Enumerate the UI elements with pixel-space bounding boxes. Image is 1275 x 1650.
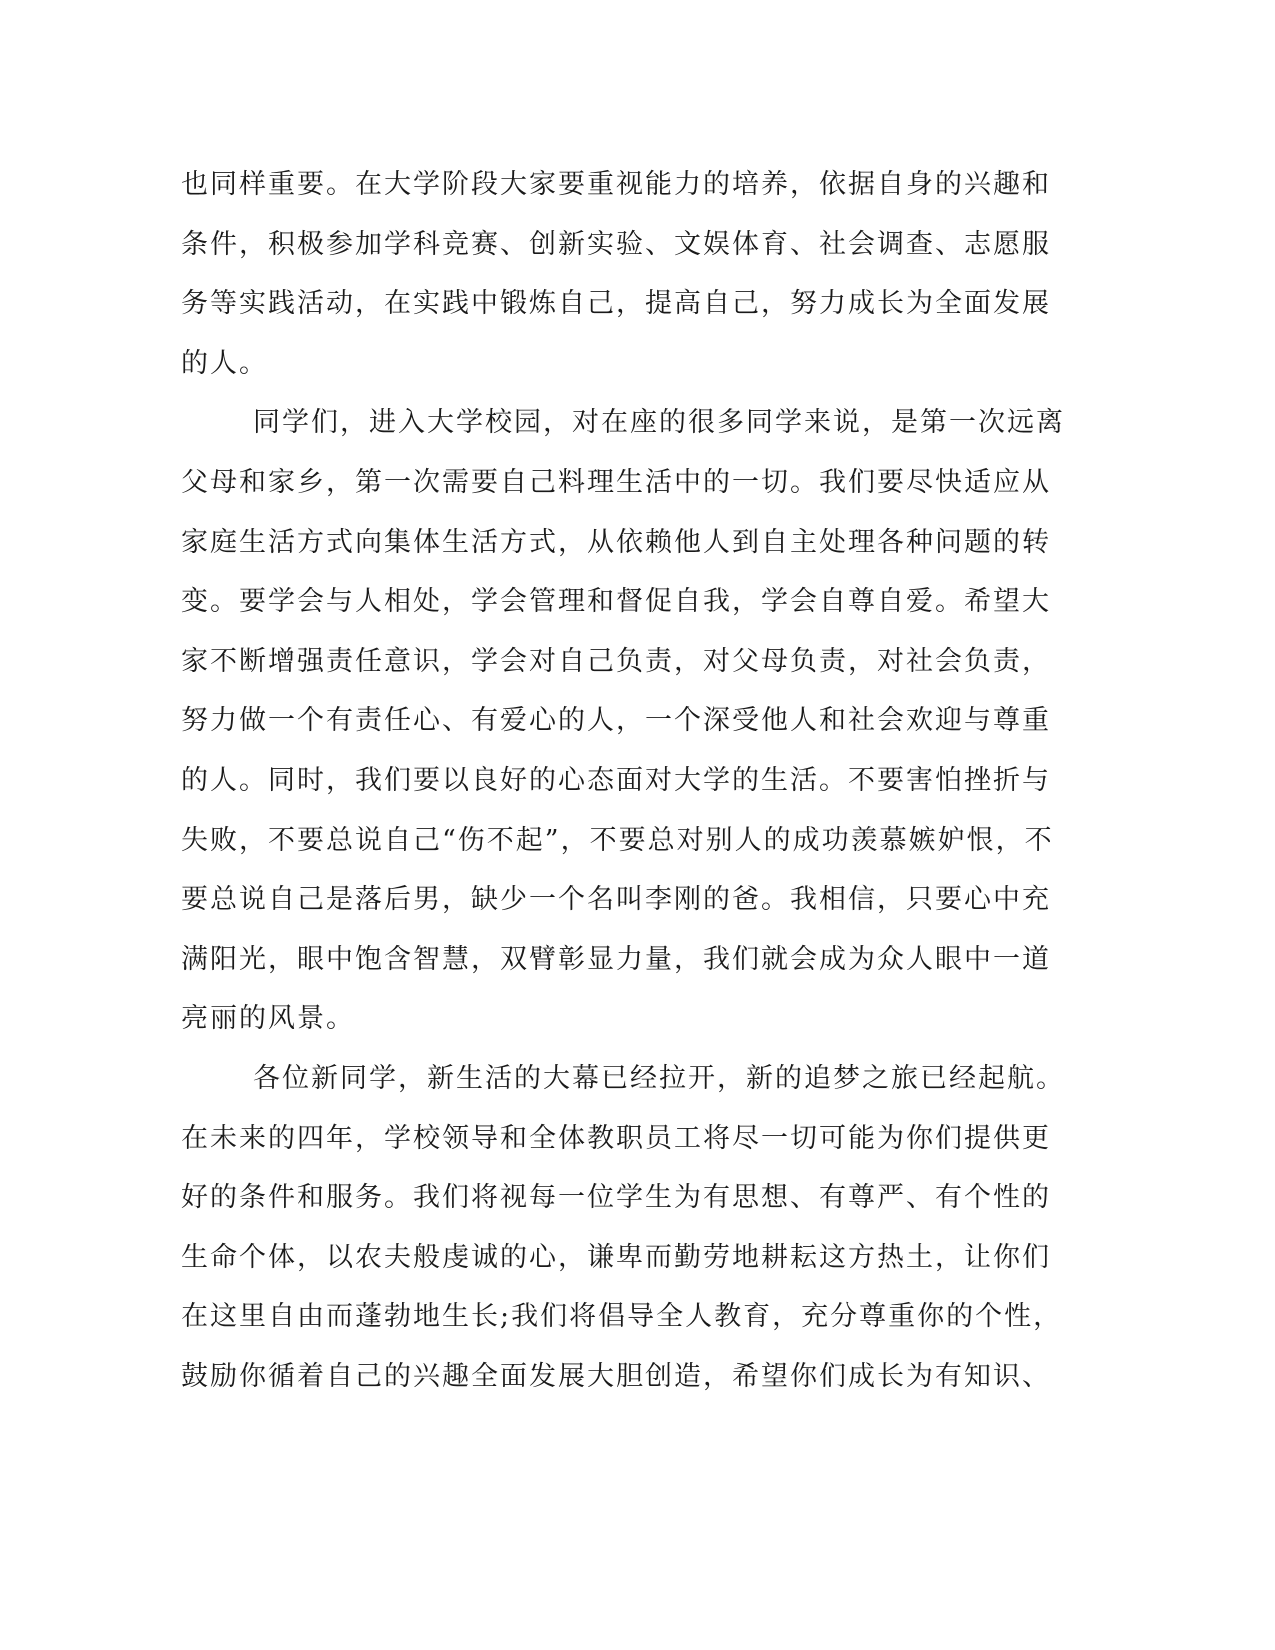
text-line: 务等实践活动，在实践中锻炼自己，提高自己，努力成长为全面发展 [181, 288, 1051, 320]
text-line: 努力做一个有责任心、有爱心的人，一个深受他人和社会欢迎与尊重 [181, 705, 1051, 737]
text-line: 在这里自由而蓬勃地生长;我们将倡导全人教育，充分尊重你的个性， [181, 1301, 1063, 1333]
text-line: 满阳光，眼中饱含智慧，双臂彰显力量，我们就会成为众人眼中一道 [181, 943, 1051, 975]
text-line: 变。要学会与人相处，学会管理和督促自我，学会自尊自爱。希望大 [181, 586, 1051, 618]
text-line: 鼓励你循着自己的兴趣全面发展大胆创造，希望你们成长为有知识、 [181, 1360, 1051, 1392]
text-line: 同学们，进入大学校园，对在座的很多同学来说，是第一次远离 [253, 407, 1065, 439]
text-line: 父母和家乡，第一次需要自己料理生活中的一切。我们要尽快适应从 [181, 466, 1051, 498]
text-line: 在未来的四年，学校领导和全体教职员工将尽一切可能为你们提供更 [181, 1122, 1051, 1154]
body-text [181, 155, 1065, 1406]
text-line: 失败，不要总说自己“伤不起”，不要总对别人的成功羡慕嫉妒恨，不 [181, 824, 1054, 856]
text-line: 的人。同时，我们要以良好的心态面对大学的生活。不要害怕挫折与 [181, 764, 1051, 796]
text-line: 条件，积极参加学科竞赛、创新实验、文娱体育、社会调查、志愿服 [181, 228, 1051, 260]
text-line: 家庭生活方式向集体生活方式，从依赖他人到自主处理各种问题的转 [181, 526, 1051, 558]
text-line: 的人。 [181, 347, 268, 379]
text-line: 家不断增强责任意识，学会对自己负责，对父母负责，对社会负责， [181, 645, 1051, 677]
text-line: 好的条件和服务。我们将视每一位学生为有思想、有尊严、有个性的 [181, 1182, 1051, 1214]
text-line: 各位新同学，新生活的大幕已经拉开，新的追梦之旅已经起航。 [253, 1062, 1065, 1094]
text-line: 要总说自己是落后男，缺少一个名叫李刚的爸。我相信，只要心中充 [181, 884, 1051, 916]
text-line: 亮丽的风景。 [181, 1003, 355, 1035]
text-line: 生命个体，以农夫般虔诚的心，谦卑而勤劳地耕耘这方热土，让你们 [181, 1241, 1051, 1273]
text-line: 也同样重要。在大学阶段大家要重视能力的培养，依据自身的兴趣和 [181, 169, 1051, 200]
